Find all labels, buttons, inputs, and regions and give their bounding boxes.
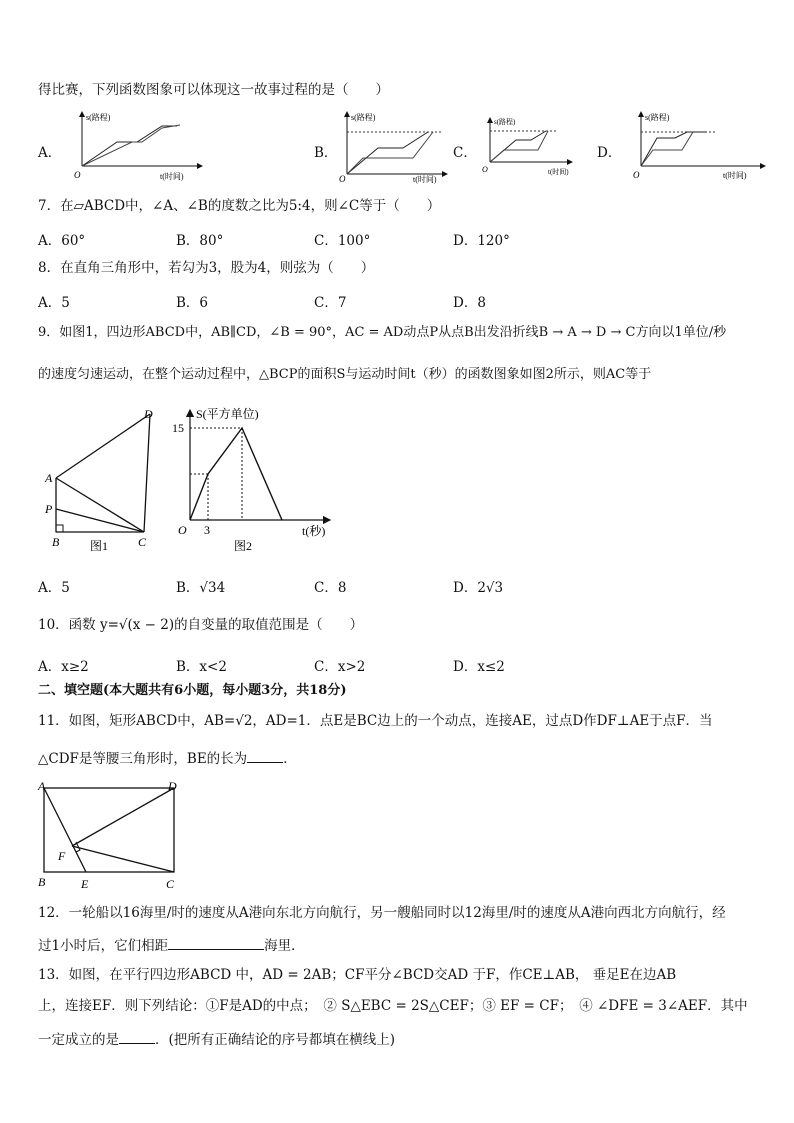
- q10-option-b: B．x<2: [176, 659, 227, 675]
- q11-label-e: E: [81, 877, 89, 891]
- fig1-label-b: B: [52, 535, 60, 549]
- q6-option-d-label: D．: [597, 145, 622, 161]
- q11-label-c: C: [166, 877, 175, 891]
- q12-line2: 过1小时后，它们相距 海里．: [38, 935, 305, 955]
- q13-line1: 13．如图，在平行四边形ABCD 中，AD = 2AB；CF平分∠BCD交AD 于F，作CE⊥AB， 垂足E在边AB: [38, 967, 677, 983]
- q6-d-origin: O: [633, 170, 640, 180]
- q6-option-c-label: C．: [453, 145, 477, 161]
- q12-answer-blank[interactable]: [168, 935, 264, 950]
- q6-d-xlabel: t(时间): [723, 171, 747, 180]
- q9-option-d: D．2√3: [453, 580, 504, 596]
- fig2-xlabel: t(秒): [302, 524, 326, 538]
- q13-line2: 上，连接EF．则下列结论：①F是AD的中点； ② S△EBC = 2S△CEF；③ EF = CF； ④ ∠DFE = 3∠AEF．其中: [38, 998, 748, 1014]
- fig2-caption: 图2: [234, 539, 253, 553]
- q6-option-b-label: B．: [314, 145, 338, 161]
- fig1-label-c: C: [138, 535, 147, 549]
- q9-option-a: A．5: [38, 580, 70, 596]
- q6-c-xlabel: t(时间): [548, 168, 569, 176]
- q8-option-a: A．5: [38, 295, 70, 311]
- fig2-ylabel: S(平方单位): [196, 407, 259, 421]
- q11-figure: [36, 780, 186, 894]
- q6-b-origin: O: [339, 174, 346, 184]
- q12-line1: 12．一轮船以16海里/时的速度从A港向东北方向航行，另一艘船同时以12海里/时的速度从A港向西北方向航行，经: [38, 905, 726, 921]
- q10-option-c: C．x>2: [314, 659, 366, 675]
- q13-line3: 一定成立的是 ．(把所有正确结论的序号都填在横线上): [38, 1029, 395, 1049]
- q9-figure1: [38, 404, 168, 554]
- section2-heading: 二、填空题(本大题共有6小题，每小题3分，共18分): [38, 683, 347, 698]
- q8-option-c: C．7: [314, 295, 347, 311]
- q6-b-xlabel: t(时间): [413, 175, 437, 184]
- q9-option-c: C．8: [314, 580, 347, 596]
- q9-line2: 的速度匀速运动，在整个运动过程中，△BCP的面积S与运动时间t（秒）的函数图象如图2所示，则AC等于: [38, 367, 652, 382]
- fig1-label-a: A: [45, 471, 53, 485]
- q6-a-ylabel: s(路程): [86, 113, 111, 122]
- q7-option-d: D．120°: [453, 233, 510, 249]
- q6-a-origin: O: [74, 170, 81, 180]
- q7-stem: 7．在▱ABCD中，∠A、∠B的度数之比为5:4，则∠C等于（ ）: [38, 198, 441, 214]
- q6-option-a-label: A．: [38, 145, 62, 161]
- q8-stem: 8．在直角三角形中，若勾为3，股为4，则弦为（ ）: [38, 260, 375, 276]
- q13-answer-blank[interactable]: [119, 1029, 155, 1044]
- fig1-caption: 图1: [90, 539, 109, 553]
- q6-graph-d: [627, 108, 769, 184]
- fig1-label-d: D: [144, 407, 153, 421]
- q8-option-b: B．6: [176, 295, 209, 311]
- q6-stem: 得比赛，下列函数图象可以体现这一故事过程的是（ ）: [38, 82, 389, 98]
- q6-c-ylabel: s(路程): [494, 118, 516, 126]
- q11-label-f: F: [58, 849, 66, 863]
- fig2-origin: O: [178, 523, 187, 537]
- q7-option-a: A．60°: [38, 233, 86, 249]
- q10-stem: 10．函数 y=√(x − 2)的自变量的取值范围是（ ）: [38, 617, 364, 633]
- fig2-xtick: 3: [204, 523, 210, 537]
- q6-graph-c: [476, 114, 576, 178]
- q9-figure2: [170, 404, 340, 554]
- q11-label-a: A: [38, 780, 46, 793]
- q9-option-b: B．√34: [176, 580, 226, 596]
- q7-option-c: C．100°: [314, 233, 371, 249]
- q11-label-d: D: [168, 780, 177, 793]
- q6-b-ylabel: s(路程): [351, 113, 376, 122]
- q6-graph-a: [62, 108, 212, 184]
- q9-line1: 9．如图1，四边形ABCD中，AB∥CD，∠B = 90°，AC = AD动点P从点B出发沿折线B → A → D → C方向以1单位/秒: [38, 325, 727, 340]
- q11-line1: 11．如图，矩形ABCD中，AB=√2，AD=1．点E是BC边上的一个动点，连接AE，过点D作DF⊥AE于点F．当: [38, 713, 713, 729]
- q10-option-a: A．x≥2: [38, 659, 89, 675]
- q6-d-ylabel: s(路程): [645, 113, 670, 122]
- q11-label-b: B: [38, 875, 46, 889]
- q6-graph-b: [333, 108, 451, 184]
- q8-option-d: D．8: [453, 295, 486, 311]
- q11-line2: △CDF是等腰三角形时，BE的长为 ．: [38, 748, 297, 768]
- q10-option-d: D．x≤2: [453, 659, 505, 675]
- fig2-ytick: 15: [172, 421, 184, 435]
- fig1-label-p: P: [45, 502, 53, 516]
- q7-option-b: B．80°: [176, 233, 224, 249]
- q11-answer-blank[interactable]: [247, 748, 283, 763]
- q6-c-origin: O: [482, 165, 488, 174]
- q6-a-xlabel: t(时间): [160, 172, 184, 181]
